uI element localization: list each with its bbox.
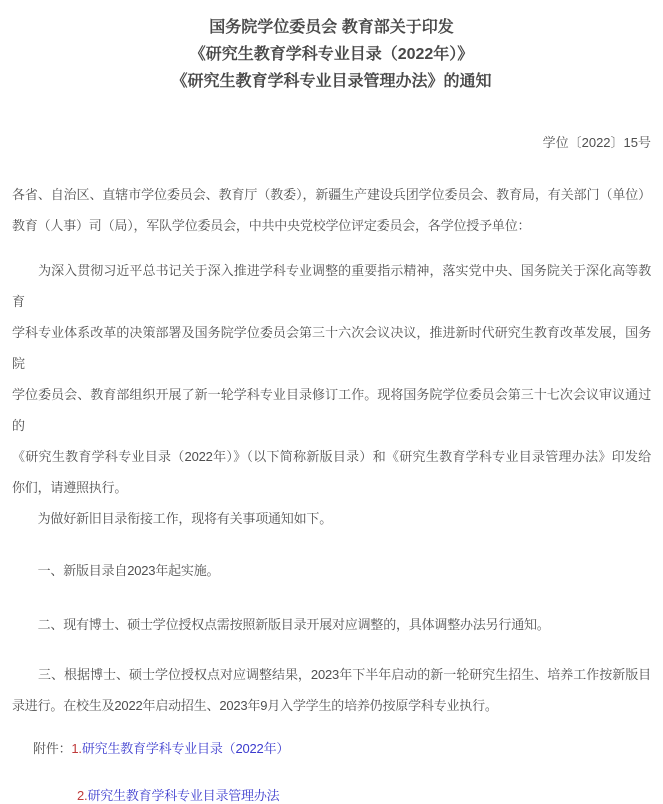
attachment-link-2[interactable]: 研究生教育学科专业目录管理办法 bbox=[87, 788, 280, 803]
text-line: 《研究生教育学科专业目录（2022年）》（以下简称新版目录）和《研究生教育学科专业目录管理办法》印发给 bbox=[12, 449, 651, 464]
text-line: 各省、自治区、直辖市学位委员会、教育厅（教委），新疆生产建设兵团学位委员会、教育局，有关部门（单位） bbox=[12, 187, 651, 202]
text-line: 《研究生教育学科专业目录（2022年）》 bbox=[189, 46, 474, 63]
attachment-link-1[interactable]: 研究生教育学科专业目录（2022年） bbox=[81, 741, 290, 756]
text-line: 你们，请遵照执行。 bbox=[12, 480, 128, 495]
paragraph-item-1 bbox=[12, 555, 651, 586]
text-line: 为深入贯彻习近平总书记关于深入推进学科专业调整的重要指示精神，落实党中央、国务院关于深化高等教育 bbox=[12, 263, 651, 309]
attachment-number-1: 1. bbox=[71, 741, 82, 756]
attachment-row-1 bbox=[33, 741, 651, 757]
text-line: 国务院学位委员会 教育部关于印发 bbox=[209, 19, 454, 36]
doc-number: 学位〔2022〕15号 bbox=[542, 135, 651, 150]
text-line: 学科专业体系改革的决策部署及国务院学位委员会第三十六次会议决议，推进新时代研究生教育改革发展，国务院 bbox=[12, 325, 651, 371]
paragraph-addressee bbox=[12, 179, 651, 241]
text-line: 二、现有博士、硕士学位授权点需按照新版目录开展对应调整的，具体调整办法另行通知。 bbox=[12, 617, 550, 632]
attachment-row-2 bbox=[77, 788, 651, 804]
notice-title bbox=[12, 14, 651, 95]
text-line: 为做好新旧目录衔接工作，现将有关事项通知如下。 bbox=[12, 511, 333, 526]
paragraph-item-3 bbox=[12, 659, 651, 721]
text-line: 学位委员会、教育部组织开展了新一轮学科专业目录修订工作。现将国务院学位委员会第三十七次会议审议通过的 bbox=[12, 387, 651, 433]
text-line: 录进行。在校生及2022年启动招生、2023年9月入学学生的培养仍按原学科专业执行。 bbox=[12, 698, 498, 713]
text-line: 一、新版目录自2023年起实施。 bbox=[12, 563, 220, 578]
text-line: 《研究生教育学科专业目录管理办法》的通知 bbox=[171, 73, 492, 90]
text-line: 三、根据博士、硕士学位授权点对应调整结果，2023年下半年启动的新一轮研究生招生、培养工作按新版目 bbox=[12, 667, 651, 682]
paragraph-item-2 bbox=[12, 609, 651, 640]
paragraph-transition bbox=[12, 503, 651, 534]
attachments-label: 附件： bbox=[33, 741, 72, 756]
paragraph-intro bbox=[12, 255, 651, 503]
text-line: 教育（人事）司（局），军队学位委员会，中共中央党校学位评定委员会，各学位授予单位： bbox=[12, 218, 531, 233]
attachment-number-2: 2. bbox=[77, 788, 88, 803]
